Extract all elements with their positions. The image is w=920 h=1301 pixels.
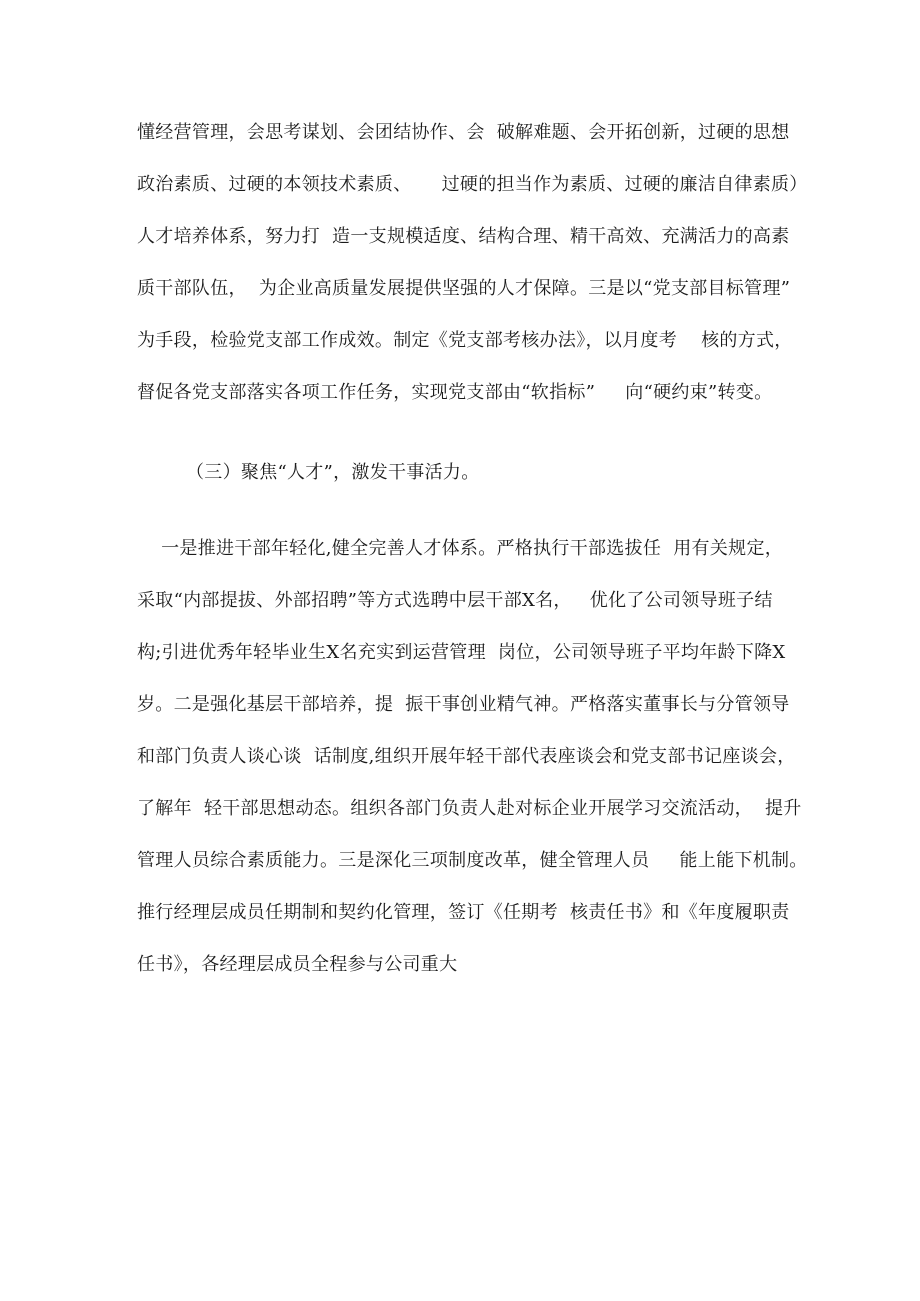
paragraph-line: 质干部队伍， 为企业高质量发展提供坚强的人才保障。三是以“党支部目标管理” <box>137 278 791 299</box>
paragraph-line: 管理人员综合素质能力。三是深化三项制度改革，健全管理人员 能上能下机制。 <box>137 850 808 871</box>
paragraph-line: 推行经理层成员任期制和契约化管理，签订《任期考 核责任书》和《年度履职责 <box>137 902 790 923</box>
paragraph-line: 懂经营管理，会思考谋划、会团结协作、会 破解难题、会开拓创新，过硬的思想 <box>137 122 790 143</box>
paragraph-line: 一是推进干部年轻化,健全完善人才体系。严格执行干部选拔任 用有关规定， <box>137 538 784 559</box>
paragraph-line: 构;引进优秀年轻毕业生X名充实到运营管理 岗位，公司领导班子平均年龄下降X <box>137 642 786 663</box>
paragraph-line: 人才培养体系，努力打 造一支规模适度、结构合理、精干高效、充满活力的高素 <box>137 226 790 247</box>
paragraph-line: 督促各党支部落实各项工作任务，实现党支部由“软指标” 向“硬约束”转变。 <box>137 382 773 403</box>
paragraph-line: 政治素质、过硬的本领技术素质、 过硬的担当作为素质、过硬的廉洁自律素质） <box>137 174 808 195</box>
paragraph-line: 和部门负责人谈心谈 话制度,组织开展年轻干部代表座谈会和党支部书记座谈会， <box>137 746 796 767</box>
paragraph-line: 任书》，各经理层成员全程参与公司重大 <box>137 954 458 975</box>
paragraph-line: 为手段，检验党支部工作成效。制定《党支部考核办法》，以月度考 核的方式， <box>137 330 793 351</box>
paragraph-line: 岁。二是强化基层干部培养，提 振干事创业精气神。严格落实董事长与分管领导 <box>137 694 790 715</box>
paragraph-line: 了解年 轻干部思想动态。组织各部门负责人赴对标企业开展学习交流活动， 提升 <box>137 798 802 819</box>
paragraph-line: 采取“内部提拔、外部招聘”等方式选聘中层干部X名， 优化了公司领导班子结 <box>137 590 773 611</box>
section-heading: （三）聚焦“人才”，激发干事活力。 <box>186 462 480 483</box>
